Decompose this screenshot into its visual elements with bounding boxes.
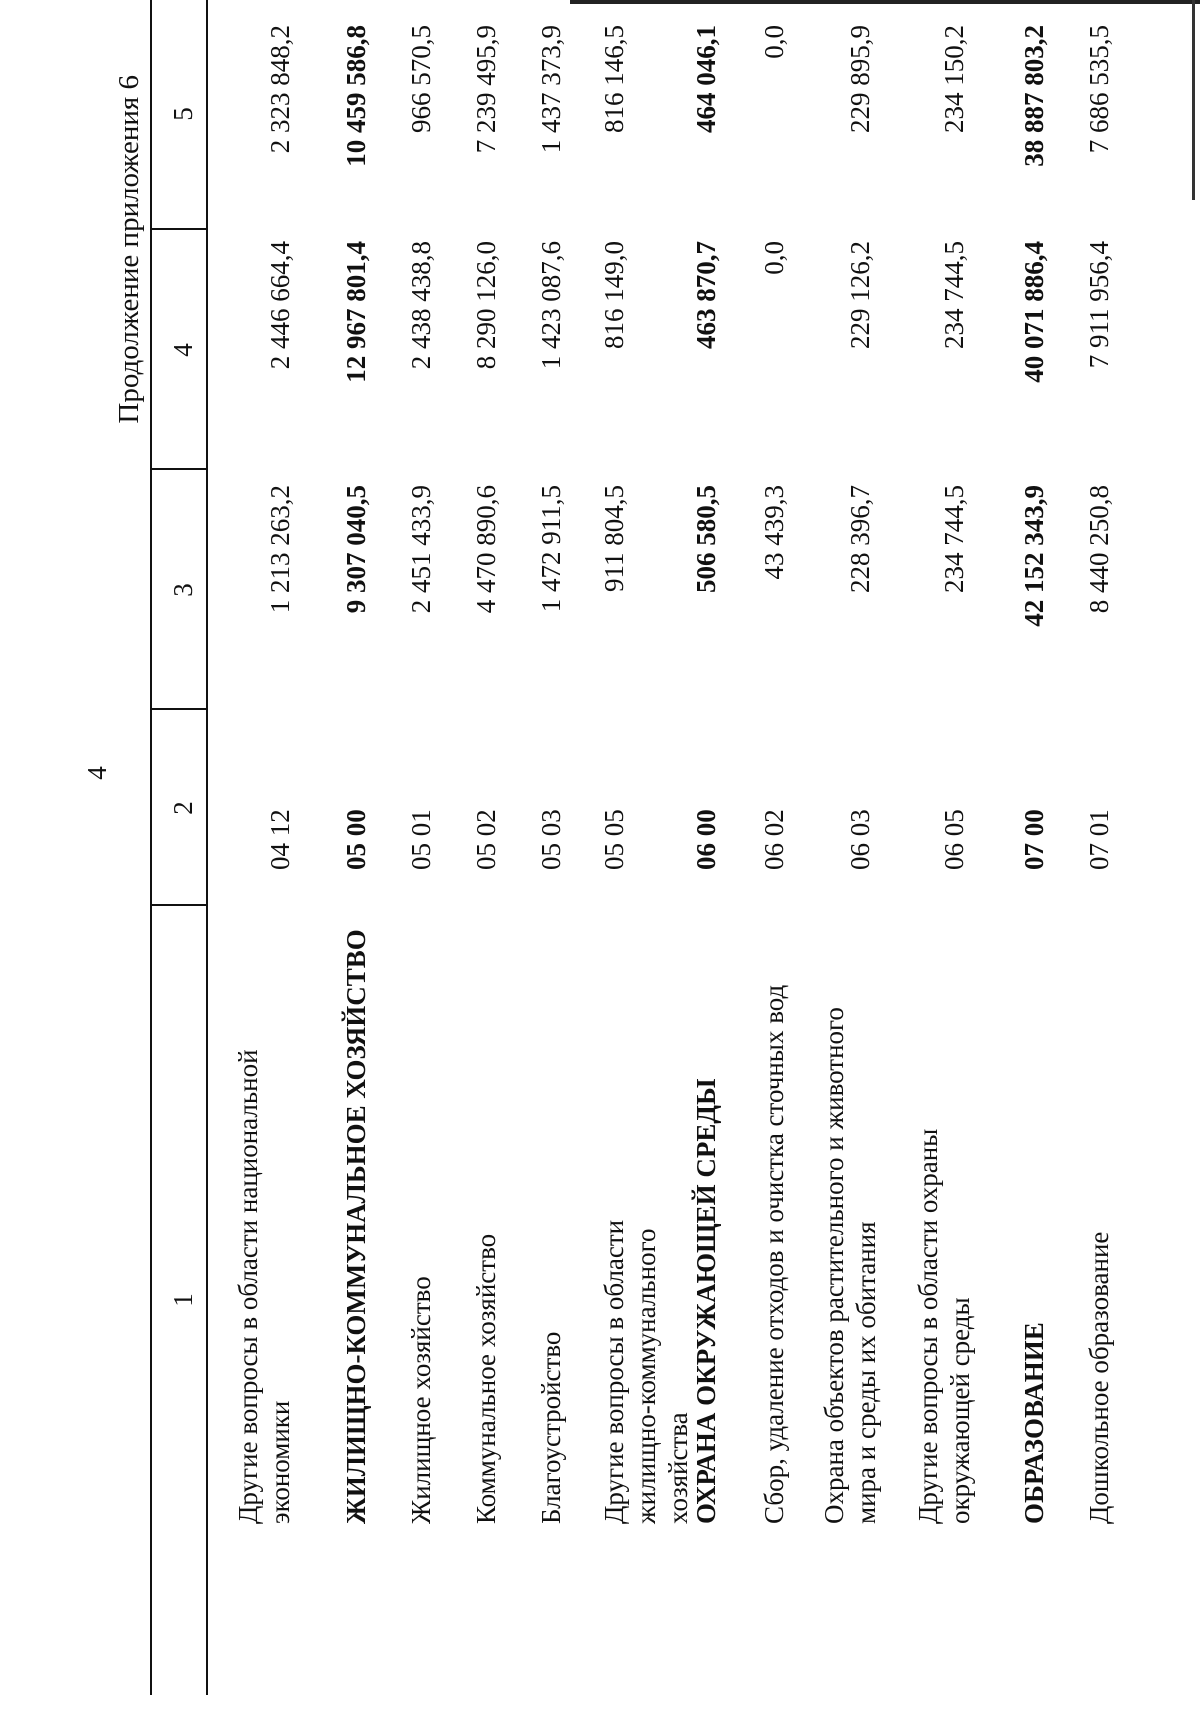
row-name: Коммунальное хозяйство <box>471 1233 501 1524</box>
row-name: Благоустройство <box>536 1331 566 1524</box>
row-value-col4: 1 423 087,6 <box>536 241 566 370</box>
header-col-1: 1 <box>168 1293 198 1307</box>
row-code: 06 05 <box>939 809 969 870</box>
row-value-col5: 966 570,5 <box>406 25 436 133</box>
row-code: 07 00 <box>1019 809 1049 870</box>
row-value-col5: 7 239 495,9 <box>471 25 501 154</box>
row-name: Сбор, удаление отходов и очистка сточных вод <box>759 984 789 1524</box>
row-value-col4: 463 870,7 <box>691 241 721 349</box>
row-code: 06 00 <box>691 809 721 870</box>
row-name: ОХРАНА ОКРУЖАЮЩЕЙ СРЕДЫ <box>691 1078 721 1524</box>
row-value-col4: 2 438 438,8 <box>406 241 436 370</box>
row-code: 04 12 <box>265 809 295 870</box>
row-value-col5: 464 046,1 <box>691 25 721 133</box>
row-code: 05 00 <box>341 809 371 870</box>
row-value-col4: 816 149,0 <box>599 241 629 349</box>
row-value-col3: 2 451 433,9 <box>406 485 436 614</box>
row-value-col3: 1 213 263,2 <box>265 485 295 614</box>
row-value-col3: 234 744,5 <box>939 485 969 593</box>
row-code: 06 03 <box>845 809 875 870</box>
row-value-col5: 1 437 373,9 <box>536 25 566 154</box>
row-value-col3: 8 440 250,8 <box>1084 485 1114 614</box>
row-value-col4: 40 071 886,4 <box>1019 241 1049 383</box>
row-value-col5: 234 150,2 <box>939 25 969 133</box>
row-code: 05 03 <box>536 809 566 870</box>
row-value-col5: 10 459 586,8 <box>341 25 371 167</box>
header-col-4: 4 <box>168 343 198 357</box>
row-value-col5: 816 146,5 <box>599 25 629 133</box>
row-value-col3: 911 804,5 <box>599 485 629 592</box>
row-name: Дошкольное образование <box>1084 1231 1114 1524</box>
row-value-col4: 229 126,2 <box>845 241 875 349</box>
row-value-col3: 1 472 911,5 <box>536 485 566 613</box>
row-value-col3: 228 396,7 <box>845 485 875 593</box>
header-divider-4 <box>150 228 208 230</box>
page-number: 4 <box>82 766 112 780</box>
row-value-col4: 12 967 801,4 <box>341 241 371 383</box>
row-code: 06 02 <box>759 809 789 870</box>
header-divider-2 <box>150 708 208 710</box>
row-value-col5: 2 323 848,2 <box>265 25 295 154</box>
row-name: Охрана объектов растительного и животного мира и среды их обитания <box>819 1007 881 1524</box>
row-name: Другие вопросы в области национальной экономики <box>233 1049 295 1524</box>
row-value-col4: 0,0 <box>759 241 789 275</box>
row-code: 07 01 <box>1084 809 1114 870</box>
row-code: 05 05 <box>599 809 629 870</box>
row-name: Другие вопросы в области жилищно-коммунального хозяйства <box>599 1219 693 1524</box>
row-value-col3: 43 439,3 <box>759 485 789 580</box>
header-bottom-line <box>206 0 208 1695</box>
row-code: 05 02 <box>471 809 501 870</box>
appendix-caption: Продолжение приложения 6 <box>113 75 145 424</box>
row-value-col4: 7 911 956,4 <box>1084 241 1114 369</box>
row-value-col5: 0,0 <box>759 25 789 59</box>
row-value-col4: 2 446 664,4 <box>265 241 295 370</box>
row-value-col5: 38 887 803,2 <box>1019 25 1049 167</box>
row-name: Другие вопросы в области охраны окружающей среды <box>913 1128 975 1524</box>
row-value-col3: 42 152 343,9 <box>1019 485 1049 627</box>
row-value-col3: 4 470 890,6 <box>471 485 501 614</box>
row-value-col3: 9 307 040,5 <box>341 485 371 614</box>
header-divider-1 <box>150 904 208 906</box>
header-col-2: 2 <box>168 801 198 815</box>
row-name: ОБРАЗОВАНИЕ <box>1019 1322 1049 1524</box>
header-col-5: 5 <box>168 107 198 121</box>
row-value-col5: 7 686 535,5 <box>1084 25 1114 154</box>
row-value-col5: 229 895,9 <box>845 25 875 133</box>
header-col-3: 3 <box>168 583 198 597</box>
header-top-line <box>150 0 152 1695</box>
row-code: 05 01 <box>406 809 436 870</box>
row-name: ЖИЛИЩНО-КОММУНАЛЬНОЕ ХОЗЯЙСТВО <box>341 929 371 1524</box>
row-name: Жилищное хозяйство <box>406 1276 436 1524</box>
row-value-col4: 234 744,5 <box>939 241 969 349</box>
row-value-col4: 8 290 126,0 <box>471 241 501 370</box>
row-value-col3: 506 580,5 <box>691 485 721 593</box>
header-divider-3 <box>150 468 208 470</box>
